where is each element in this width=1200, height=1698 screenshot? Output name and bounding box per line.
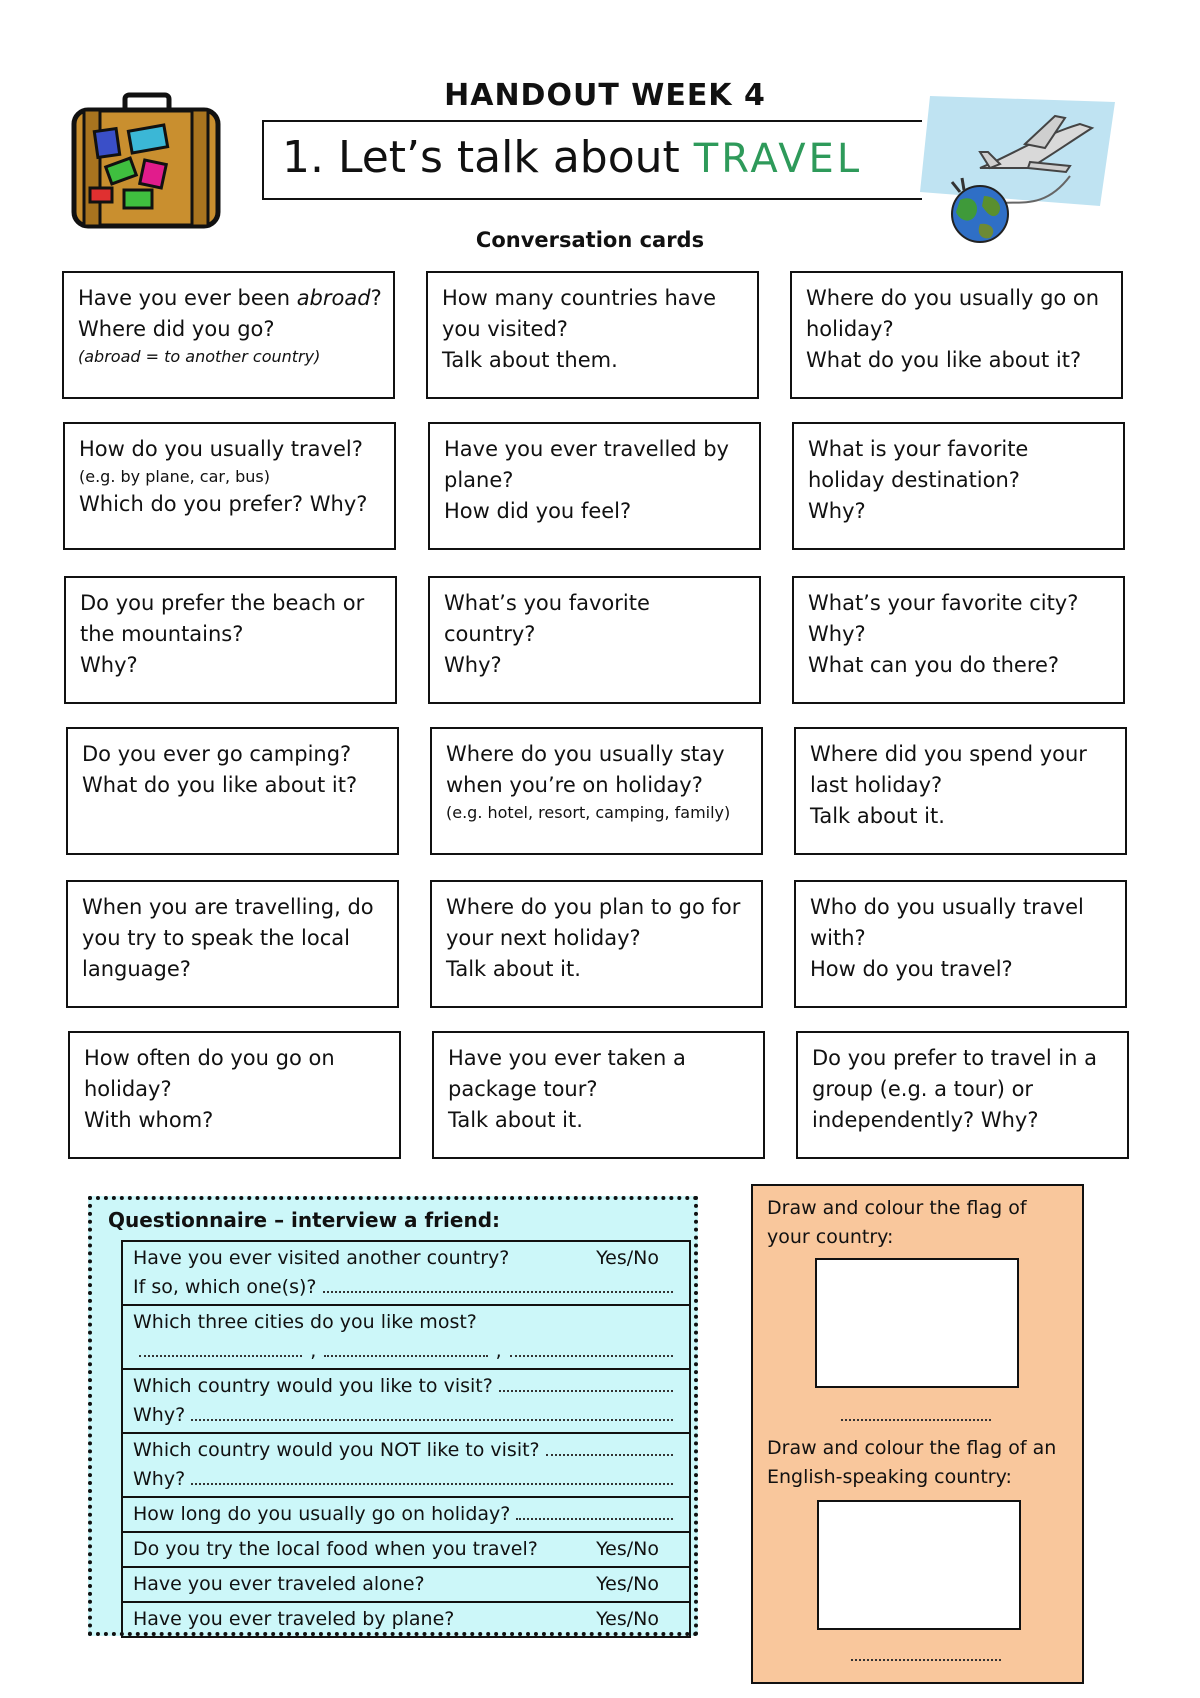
answer-line[interactable]	[191, 1418, 673, 1421]
title-prefix: 1. Let’s talk about	[282, 132, 694, 183]
conversation-card: How many countries have you visited? Talk about them.	[426, 271, 759, 399]
conversation-card: Do you ever go camping? What do you like about it?	[66, 727, 399, 855]
questionnaire-row: Which country would you NOT like to visit? Why?	[123, 1434, 689, 1498]
questionnaire-row: Do you try the local food when you travel? Yes/No	[123, 1533, 689, 1568]
conversation-card: Where do you usually go on holiday? What do you like about it?	[790, 271, 1123, 399]
questionnaire-row: How long do you usually go on holiday?	[123, 1498, 689, 1533]
answer-line[interactable]	[139, 1354, 302, 1357]
questionnaire-row: Have you ever traveled by plane? Yes/No	[123, 1603, 689, 1636]
handout-title: HANDOUT WEEK 4	[444, 78, 766, 113]
answer-line[interactable]	[323, 1290, 674, 1293]
conversation-card: What’s your favorite city? Why? What can you do there?	[792, 576, 1125, 704]
subheading: Conversation cards	[475, 228, 705, 252]
conversation-card: Have you ever taken a package tour? Talk about it.	[432, 1031, 765, 1159]
answer-line[interactable]	[510, 1354, 673, 1357]
questionnaire-row: Have you ever traveled alone? Yes/No	[123, 1568, 689, 1603]
title-accent: TRAVEL	[693, 136, 863, 182]
yes-no-answer[interactable]: Yes/No	[596, 1608, 659, 1630]
flag-drawing-panel	[751, 1184, 1084, 1684]
conversation-card: Do you prefer to travel in a group (e.g. a tour) or independently? Why?	[796, 1031, 1129, 1159]
conversation-card: When you are travelling, do you try to speak the local language?	[66, 880, 399, 1008]
questionnaire-row: Which three cities do you like most? , ,	[123, 1306, 689, 1370]
emphasis-word: abroad	[296, 286, 371, 310]
conversation-card: Where do you usually stay when you’re on holiday? (e.g. hotel, resort, camping, family)	[430, 727, 763, 855]
yes-no-answer[interactable]: Yes/No	[596, 1247, 659, 1269]
conversation-card: Where did you spend your last holiday? Talk about it.	[794, 727, 1127, 855]
yes-no-answer[interactable]: Yes/No	[596, 1573, 659, 1595]
answer-line[interactable]	[324, 1354, 487, 1357]
card-note: (e.g. by plane, car, bus)	[79, 467, 270, 486]
conversation-card: Where do you plan to go for your next holiday? Talk about it.	[430, 880, 763, 1008]
questionnaire-table	[121, 1240, 691, 1638]
answer-line[interactable]	[191, 1482, 673, 1485]
answer-line[interactable]	[499, 1389, 673, 1392]
conversation-card: Have you ever been abroad? Where did you go? (abroad = to another country)	[62, 271, 395, 399]
questionnaire-panel	[88, 1196, 698, 1636]
questionnaire-row: Which country would you like to visit? Why?	[123, 1370, 689, 1434]
conversation-card: How do you usually travel? (e.g. by plane, car, bus) Which do you prefer? Why?	[63, 422, 396, 550]
conversation-card: Do you prefer the beach or the mountains? Why?	[64, 576, 397, 704]
flag-label-english-country: Draw and colour the flag of an English-speaking country:	[767, 1437, 1057, 1488]
card-note: (e.g. hotel, resort, camping, family)	[446, 803, 731, 822]
flag-box-english-country[interactable]	[817, 1500, 1021, 1630]
flag-name-line[interactable]	[841, 1418, 991, 1421]
answer-line[interactable]	[546, 1453, 673, 1456]
conversation-card: What’s you favorite country? Why?	[428, 576, 761, 704]
flag-name-line[interactable]	[851, 1658, 1001, 1661]
flag-label-own-country: Draw and colour the flag of your country:	[767, 1197, 1027, 1248]
questionnaire-row: Have you ever visited another country? Yes/No If so, which one(s)?	[123, 1242, 689, 1306]
conversation-card: How often do you go on holiday? With whom?	[68, 1031, 401, 1159]
title-box	[262, 120, 922, 200]
yes-no-answer[interactable]: Yes/No	[596, 1538, 659, 1560]
conversation-card: Who do you usually travel with? How do you travel?	[794, 880, 1127, 1008]
suitcase-icon	[70, 90, 222, 230]
questionnaire-title: Questionnaire – interview a friend:	[108, 1208, 501, 1232]
card-note: (abroad = to another country)	[78, 347, 321, 366]
conversation-card: Have you ever travelled by plane? How did you feel?	[428, 422, 761, 550]
page-title	[282, 132, 862, 183]
answer-line[interactable]	[516, 1517, 673, 1520]
flag-box-own-country[interactable]	[815, 1258, 1019, 1388]
airplane-globe-icon	[920, 96, 1115, 246]
conversation-card: What is your favorite holiday destination? Why?	[792, 422, 1125, 550]
